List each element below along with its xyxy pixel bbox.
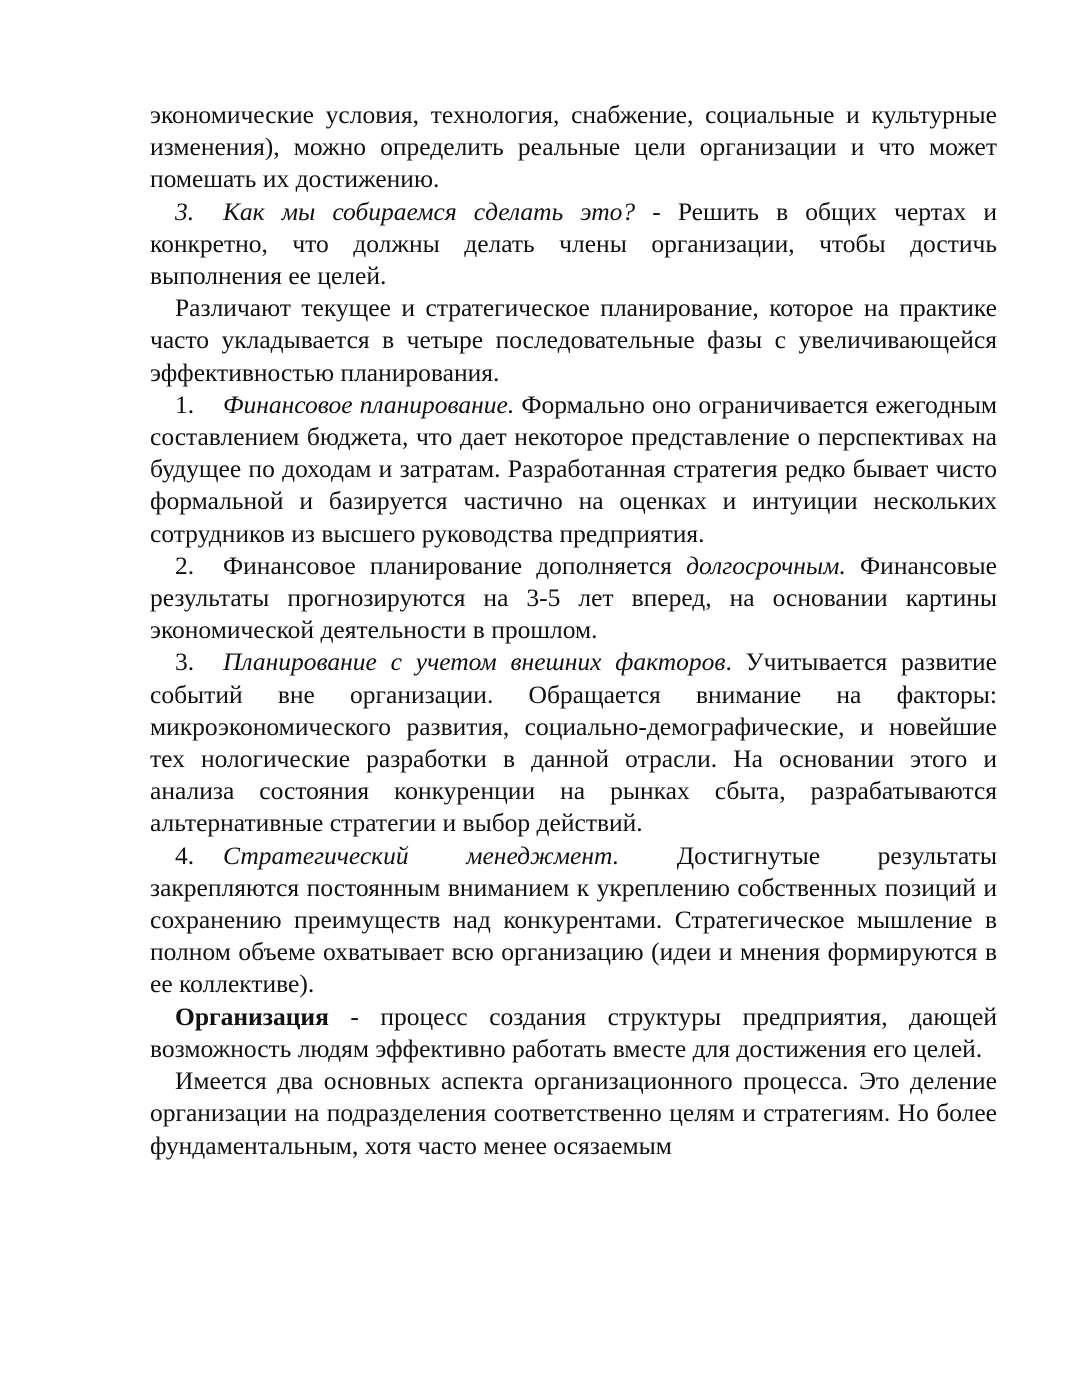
paragraph-2-question-3: 3. Как мы собираемся сделать это? - Решить в общих чертах и конкретно, что должны делать члены организации, чтобы достичь выполнения ее целей. [150, 196, 997, 291]
paragraph-6-phase-3: 3. Планирование с учетом внешних факторов. Учитывается развитие событий вне организации. Обращается внимание на факторы: микроэкономического развития, социально-демографические, и новейшие тех нологические разработки в данной отрасли. На основании этого и анализа состояния конкуренции на рынках сбыта, разрабатываются альтернативные стратегии и выбор действий. [150, 647, 997, 838]
list-number: 1. [175, 389, 195, 419]
paragraph-7-phase-4: 4. Стратегический менеджмент. Достигнутые результаты закрепляются постоянным вниманием к укреплению собственных позиций и сохранению преимуществ над конкурентами. Стратегическое мышление в полном объеме охватывает всю организацию (идеи и мнения формируются в ее коллективе). [150, 840, 997, 999]
paragraph-9-aspects: Имеется два основных аспекта организационного процесса. Это деление организации на подразделения соответственно целям и стратегиям. Но более фундаментальным, хотя часто менее осязаемым [150, 1066, 997, 1160]
bold-term: Организация [175, 1001, 329, 1031]
paragraph-4-phase-1: 1. Финансовое планирование. Формально оно ограничивается ежегодным составлением бюджета, что дает некоторое представление о перспективах на будущее по доходам и затратам. Разработанная стратегия редко бывает чисто формальной и базируется частично на оценках и интуиции нескольких сотрудников из высшего руководства предприятия. [150, 389, 997, 548]
paragraph-8-organization-definition: Организация - процесс создания структуры предприятия, дающей возможность людям эффективно работать вместе для достижения его целей. [150, 1001, 997, 1063]
paragraph-3-planning-types: Различают текущее и стратегическое планирование, которое на практике часто укладывается в четыре последовательные фазы с увеличивающейся эффективностью планирования. [150, 293, 997, 387]
list-number: 3. [175, 647, 195, 677]
italic-term: Финансовое планирование. [223, 389, 515, 419]
list-number: 4. [175, 840, 195, 870]
document-page [150, 99, 997, 1162]
italic-term: Планирование с учетом внешних факторов [223, 647, 726, 677]
list-number: 3. [175, 196, 195, 226]
paragraph-1: экономические условия, технология, снабжение, социальные и культурные изменения), можно определить реальные цели организации и что может помешать их достижению. [150, 100, 997, 194]
italic-term: Стратегический менеджмент. [223, 840, 620, 870]
paragraph-5-phase-2: 2. Финансовое планирование дополняется долгосрочным. Финансовые результаты прогнозируются на 3-5 лет вперед, на основании картины экономической деятельности в прошлом. [150, 550, 997, 645]
italic-term: долгосрочным. [686, 550, 846, 580]
list-number: 2. [175, 550, 195, 580]
italic-question: Как мы собираемся сделать это? [223, 196, 636, 226]
